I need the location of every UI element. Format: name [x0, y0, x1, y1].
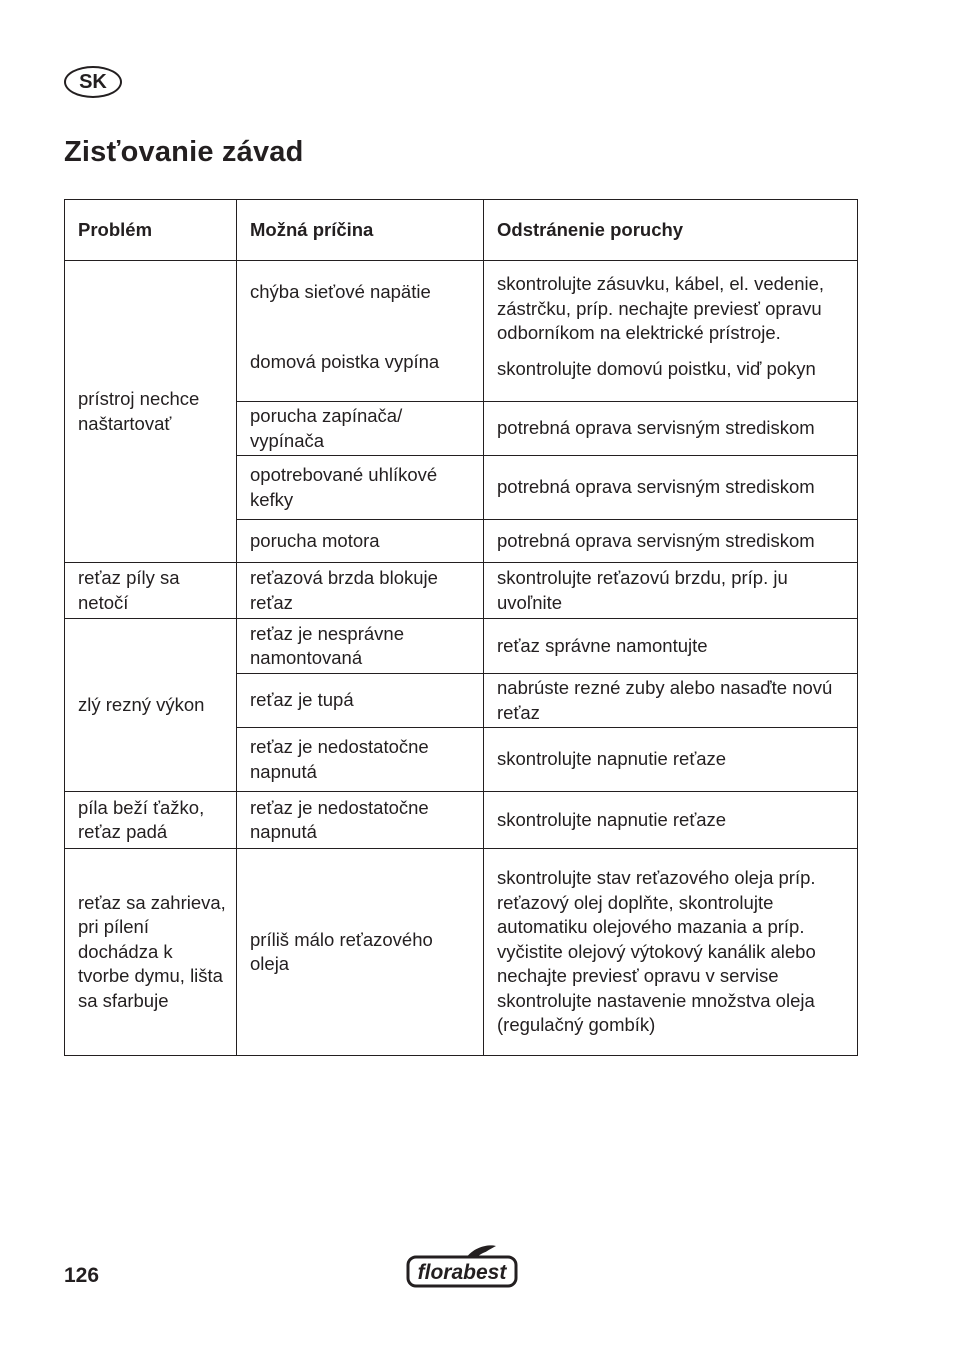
remedy-text: skontrolujte zásuvku, kábel, el. vedenie, zástrčku, príp. nechajte previesť opravu odborníkom na elektrické prístroje. [497, 273, 825, 344]
cause-cell: porucha zapínača/ vypínača [237, 402, 484, 456]
remedy-cell: potrebná oprava servisným strediskom [484, 402, 858, 456]
remedy-cell: nabrúste rezné zuby alebo nasaďte novú reťaz [484, 674, 858, 728]
remedy-cell: skontrolujte napnutie reťaze [484, 728, 858, 792]
table-row [65, 792, 858, 849]
table-header-row [65, 200, 858, 261]
remedy-cell: skontrolujte reťazovú brzdu, príp. ju uvoľnite [484, 563, 858, 619]
remedy-cell [484, 261, 858, 402]
language-badge: SK [64, 66, 122, 98]
cause-cell: reťazová brzda blokuje reťaz [237, 563, 484, 619]
cause-cell: reťaz je nedostatočne napnutá [237, 728, 484, 792]
cause-cell: porucha motora [237, 520, 484, 563]
page-number: 126 [64, 1264, 100, 1287]
cause-cell: reťaz je tupá [237, 674, 484, 728]
remedy-text: skontrolujte domovú poistku, viď pokyn [497, 358, 816, 379]
problem-cell: zlý rezný výkon [65, 619, 237, 792]
table-row [65, 849, 858, 1056]
remedy-cell: skontrolujte napnutie reťaze [484, 792, 858, 849]
problem-cell: prístroj nechce naštartovať [65, 261, 237, 563]
problem-cell: píla beží ťažko, reťaz padá [65, 792, 237, 849]
cause-cell: príliš málo reťazového oleja [237, 849, 484, 1056]
remedy-cell: potrebná oprava servisným strediskom [484, 520, 858, 563]
remedy-cell: skontrolujte stav reťazového oleja príp. reťazový olej doplňte, skontrolujte automatiku olejového mazania a príp. vyčistite olejový výtokový kanálik alebo nechajte previesť opravu v servise skontrolujte nastavenie množstva oleja (regulačný gombík) [484, 849, 858, 1056]
remedy-cell: potrebná oprava servisným strediskom [484, 456, 858, 520]
florabest-logo [406, 1244, 518, 1288]
troubleshooting-table [64, 199, 858, 1056]
cause-cell: reťaz je nedostatočne napnutá [237, 792, 484, 849]
problem-cell: reťaz sa zahrieva, pri pílení dochádza k tvorbe dymu, lišta sa sfarbuje [65, 849, 237, 1056]
header-problem: Problém [65, 200, 237, 261]
header-cause: Možná príčina [237, 200, 484, 261]
cause-text: domová poistka vypína [250, 350, 440, 372]
problem-cell: reťaz píly sa netočí [65, 563, 237, 619]
table-row [65, 563, 858, 619]
cause-cell: opotrebované uhlíkové kefky [237, 456, 484, 520]
remedy-cell: reťaz správne namontujte [484, 619, 858, 674]
header-remedy: Odstránenie poruchy [484, 200, 858, 261]
logo-wordmark: florabest [417, 1261, 507, 1284]
cause-cell [237, 261, 484, 402]
cause-cell: reťaz je nesprávne namontovaná [237, 619, 484, 674]
page-title: Zisťovanie závad [64, 136, 304, 168]
cause-text: chýba sieťové napätie [250, 280, 431, 302]
table-row [65, 619, 858, 674]
table-row [65, 261, 858, 402]
